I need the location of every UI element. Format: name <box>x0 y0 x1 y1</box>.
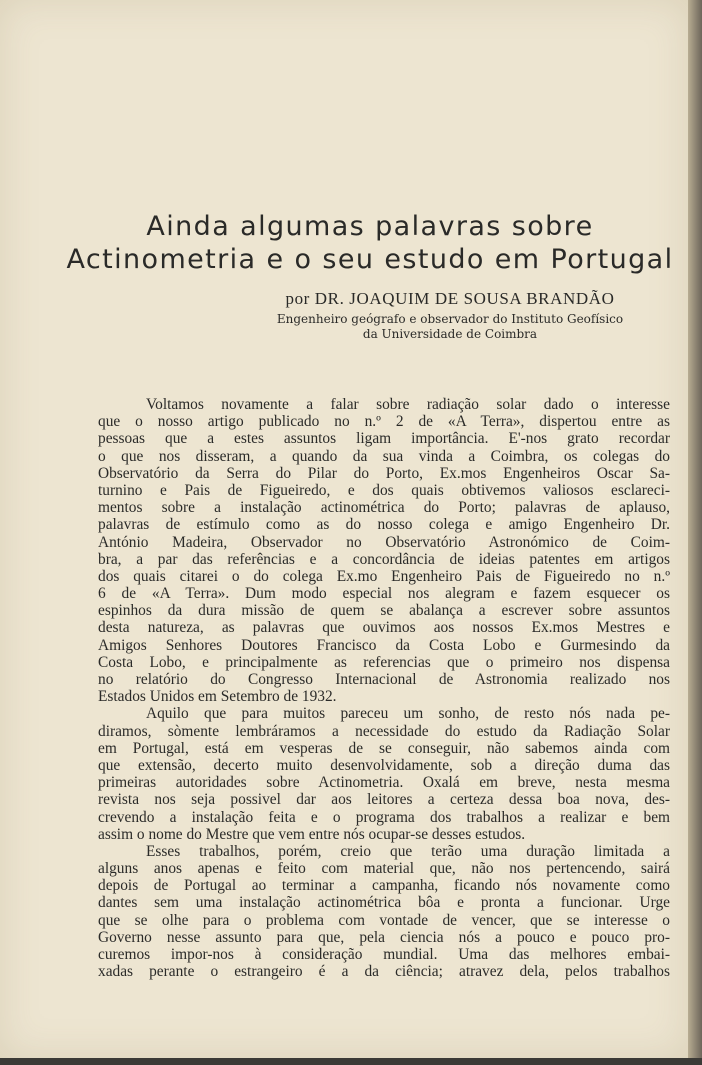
body-line: Estados Unidos em Setembro de 1932. <box>98 688 337 706</box>
body-line: Voltamos novamente a falar sobre radiação solar dado o interesse <box>146 396 670 413</box>
body-line: dos quais citarei o do colega Ex.mo Engenheiro Pais de Figueiredo no n.º <box>98 567 670 585</box>
body-line: bra, a par das referências e a concordância de ideias patentes em artigos <box>98 550 670 568</box>
title-line: Ainda algumas palavras sobre <box>146 211 594 242</box>
body-line: depois de Portugal ao terminar a campanha, ficando nós novamente como <box>98 877 670 895</box>
body-line: que se olhe para o problema com vontade de vencer, que se interesse o <box>98 911 670 929</box>
body-line: assim o nome do Mestre que vem entre nós ocupar-se desses estudos. <box>98 825 526 843</box>
body-line: que extensão, decerto muito desenvolvidamente, sob a direção duma das <box>98 756 670 774</box>
body-line: turnino e Pais de Figueiredo, e dos quais obtivemos valiosos esclareci- <box>98 481 670 499</box>
body-line: pessoas que a estes assuntos ligam importância. E'-nos grato recordar <box>98 430 670 448</box>
body-line: xadas perante o estrangeiro é a da ciência; atravez dela, pelos trabalhos <box>98 963 670 981</box>
byline <box>230 286 670 342</box>
body-line: Amigos Senhores Doutores Francisco da Costa Lobo e Gurmesindo da <box>98 636 670 654</box>
body-line: revista nos seja possivel dar aos leitores a certeza dessa boa nova, des- <box>98 791 670 809</box>
article-title <box>60 210 680 276</box>
author-name: por DR. JOAQUIM DE SOUSA BRANDÃO <box>285 289 615 308</box>
body-line: Esses trabalhos, porém, creio que terão uma duração limitada a <box>146 842 670 860</box>
body-line: mentos sobre a instalação actinométrica do Porto; palavras de aplauso, <box>98 499 670 517</box>
title-line: Actinometria e o seu estudo em Portugal <box>66 244 674 275</box>
article-body <box>98 396 670 980</box>
body-line: Aquilo que para muitos pareceu um sonho, de resto nós nada pe- <box>146 705 670 723</box>
body-line: diramos, sòmente lembráramos a necessidade do estudo da Radiação Solar <box>98 722 670 740</box>
body-line: espinhos da dura missão de quem se abalança a escrever sobre assuntos <box>98 602 670 620</box>
page-edge-shadow <box>688 0 702 1065</box>
body-line: o que nos disseram, a quando da sua vinda a Coimbra, os colegas do <box>98 447 670 465</box>
body-line: Governo nesse assunto para que, pela ciencia nós a pouco e pouco pro- <box>98 928 670 946</box>
body-line: Costa Lobo, e principalmente as referencias que o primeiro nos dispensa <box>98 653 670 671</box>
body-line: no relatório do Congresso Internacional de Astronomia realizado nos <box>98 671 670 688</box>
body-line: crevendo a instalação feita e o programa dos trabalhos a realizar e bem <box>98 808 670 826</box>
body-line: Observatório da Serra do Pilar do Porto, Ex.mos Engenheiros Oscar Sa- <box>98 464 670 482</box>
body-line: que o nosso artigo publicado no n.º 2 de «A Terra», dispertou entre as <box>98 413 670 431</box>
body-line: curemos impor-nos à consideração mundial. Uma das melhores embai- <box>98 946 670 963</box>
body-line: desta natureza, as palavras que ouvimos aos nossos Ex.mos Mestres e <box>98 619 670 637</box>
body-line: alguns anos apenas e feito com material que, não nos pertencendo, sairá <box>98 860 670 878</box>
author-affiliation: da Universidade de Coimbra <box>362 327 538 341</box>
body-line: 6 de «A Terra». Dum modo especial nos alegram e fazem esquecer os <box>98 585 670 603</box>
body-line: palavras de estímulo como as do nosso colega e amigo Engenheiro Dr. <box>98 516 670 534</box>
body-line: em Portugal, está em vesperas de se conseguir, não sabemos ainda com <box>98 739 670 757</box>
body-line: dantes sem uma instalação actinométrica bôa e pronta a funcionar. Urge <box>98 894 670 912</box>
page-bottom-border <box>0 1058 702 1065</box>
author-affiliation: Engenheiro geógrafo e observador do Instituto Geofísico <box>276 312 624 326</box>
body-line: António Madeira, Observador no Observatório Astronómico de Coim- <box>98 533 670 551</box>
body-line: primeiras autoridades sobre Actinometria. Oxalá em breve, nesta mesma <box>98 774 670 792</box>
